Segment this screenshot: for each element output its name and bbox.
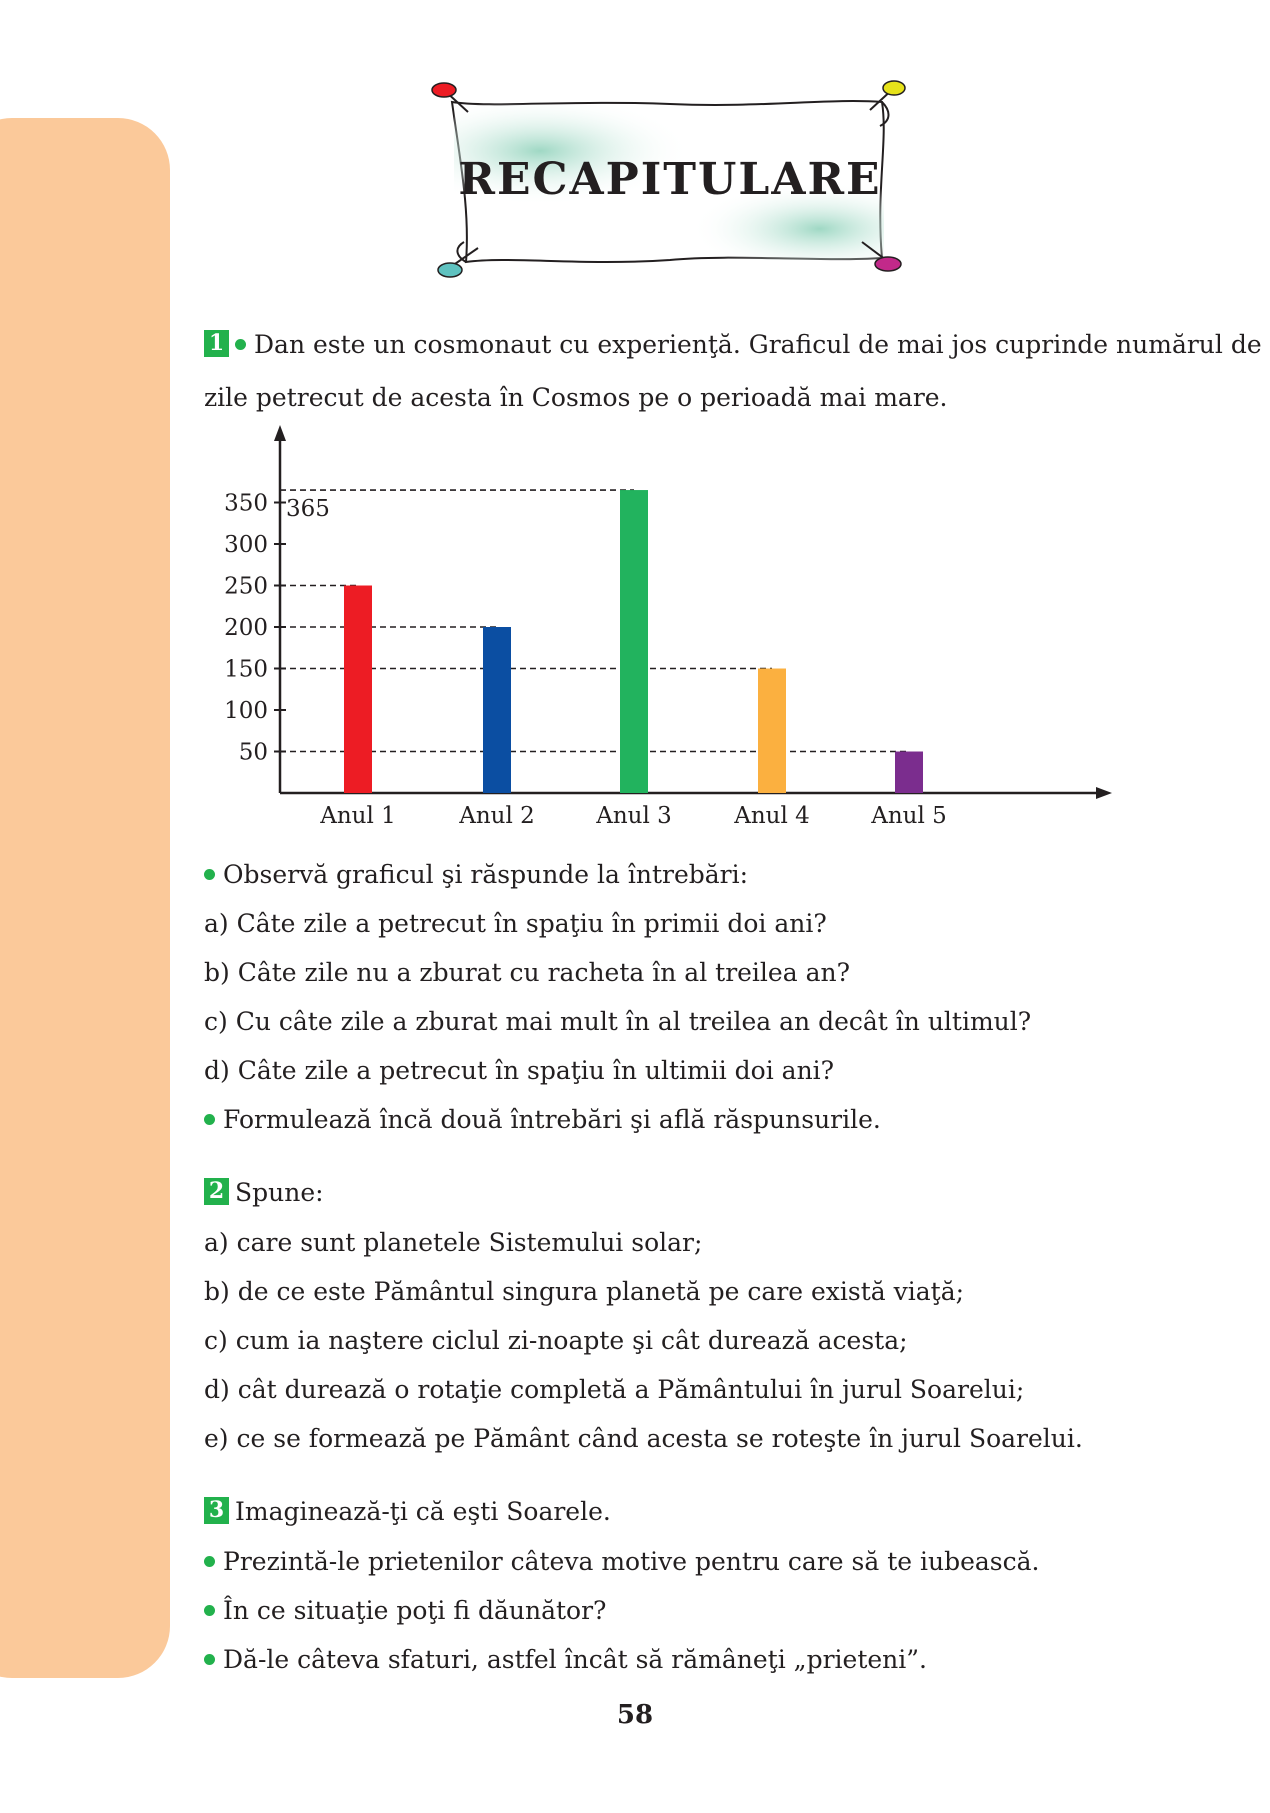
item-text: În ce situaţie poţi fi dăunător? <box>223 1596 607 1625</box>
exercise-number-badge: 2 <box>204 1178 229 1205</box>
bullet-icon <box>204 1556 215 1567</box>
exercise-2-heading <box>204 1178 324 1208</box>
exercise-2-item-b: b) de ce este Pământul singura planetă pe care există viaţă; <box>204 1277 965 1306</box>
question-c: c) Cu câte zile a zburat mai mult în al treilea an decât în ultimul? <box>204 1007 1032 1036</box>
page-number: 58 <box>616 1700 654 1730</box>
question-d: d) Câte zile a petrecut în spaţiu în ultimii doi ani? <box>204 1056 835 1085</box>
exercise-3-heading <box>204 1497 611 1527</box>
page-title: RECAPITULARE <box>458 154 882 205</box>
y-tick-label: 150 <box>224 656 268 683</box>
y-axis-arrow-icon <box>274 425 286 441</box>
bar <box>620 490 648 793</box>
x-tick-label: Anul 4 <box>734 803 810 825</box>
exercise-2-item-d: d) cât durează o rotaţie completă a Pământului în jurul Soarelui; <box>204 1375 1025 1404</box>
bar-chart <box>200 425 1120 825</box>
annotation-365: 365 <box>286 496 330 522</box>
bar <box>483 627 511 793</box>
exercise-1-intro-line-2: zile petrecut de acesta în Cosmos pe o perioadă mai mare. <box>204 383 948 412</box>
x-tick-label: Anul 3 <box>596 803 672 825</box>
exercise-2-item-a: a) care sunt planetele Sistemului solar; <box>204 1228 703 1257</box>
y-tick-label: 100 <box>224 698 268 724</box>
extra-text: Formulează încă două întrebări şi află răspunsurile. <box>223 1105 881 1134</box>
exercise-1-prompt <box>204 860 748 890</box>
x-axis-arrow-icon <box>1096 787 1112 799</box>
pin-icon <box>870 81 905 110</box>
title-banner <box>430 80 910 285</box>
bar <box>895 752 923 794</box>
y-tick-label: 300 <box>224 532 268 558</box>
bullet-icon <box>204 1654 215 1665</box>
exercise-1-intro <box>204 330 1262 360</box>
bar <box>344 586 372 794</box>
exercise-2-item-e: e) ce se formează pe Pământ când acesta se roteşte în jurul Soarelui. <box>204 1424 1083 1453</box>
bullet-icon <box>204 1114 215 1125</box>
bullet-icon <box>235 339 246 350</box>
exercise-1-intro-line-1: Dan este un cosmonaut cu experienţă. Graficul de mai jos cuprinde numărul de <box>254 330 1262 359</box>
exercise-3-item-1 <box>204 1547 1039 1577</box>
item-text: Prezintă-le prietenilor câteva motive pentru care să te iubească. <box>223 1547 1040 1576</box>
exercise-number-badge: 3 <box>204 1497 229 1524</box>
x-tick-label: Anul 1 <box>320 803 396 825</box>
exercise-number-badge: 1 <box>204 330 229 357</box>
y-tick-label: 250 <box>224 573 268 600</box>
item-text: Dă-le câteva sfaturi, astfel încât să rămâneţi „prieteni”. <box>223 1645 927 1674</box>
heading-text: Spune: <box>235 1178 324 1207</box>
y-tick-label: 200 <box>224 615 268 641</box>
y-tick-label: 50 <box>238 739 268 766</box>
exercise-3-item-2 <box>204 1596 606 1626</box>
prompt-text: Observă graficul şi răspunde la întrebări: <box>223 860 749 889</box>
exercise-3-item-3 <box>204 1645 927 1675</box>
pin-icon <box>432 83 468 112</box>
bullet-icon <box>204 1605 215 1616</box>
exercise-2-item-c: c) cum ia naştere ciclul zi-noapte şi cât durează acesta; <box>204 1326 908 1355</box>
side-tab <box>0 118 170 1678</box>
question-a: a) Câte zile a petrecut în spaţiu în primii doi ani? <box>204 909 827 938</box>
question-b: b) Câte zile nu a zburat cu racheta în al treilea an? <box>204 958 850 987</box>
exercise-1-extra <box>204 1105 881 1135</box>
heading-text: Imaginează-ţi că eşti Soarele. <box>235 1497 611 1526</box>
x-tick-label: Anul 2 <box>459 803 535 825</box>
y-tick-label: 350 <box>224 490 268 517</box>
bar <box>758 669 786 794</box>
bullet-icon <box>204 869 215 880</box>
x-tick-label: Anul 5 <box>871 803 947 825</box>
